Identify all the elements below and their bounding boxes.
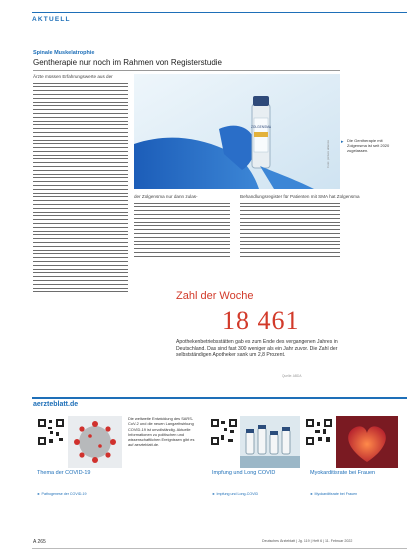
column-2-first-line: der Zolgensma nur dann zulas- bbox=[134, 194, 198, 199]
qr-code-icon[interactable] bbox=[210, 418, 238, 446]
footer-info: Deutsches Ärzteblatt | Jg. 119 | Heft 6 | 11. Februar 2022 bbox=[262, 539, 353, 543]
zahl-der-woche-number: 18 461 bbox=[222, 306, 300, 335]
article-column-1 bbox=[33, 74, 128, 379]
photo-caption: Die Gentherapie mit Zolgensma ist seit 2020 zugelassen. bbox=[347, 138, 390, 153]
zahl-der-woche-text: Apothekenbetriebsstätten gab es zum Ende des vergangenen Jahres in Deutschland. Das sind fast 300 weniger als ein Jahr zuvor. Die Zahl der selbstständigen Apotheker sank um 2,8 Prozent. bbox=[176, 339, 338, 359]
covid-blurb: Die weltweite Entwicklung des SARS-CoV-2 und die neuen Langzeitwirkung COVID-19 ist unvollständig. Aktuelle Informationen zu politischen und wissenschaftlichen Ereignissen gibt es auf aerzteblatt.de. bbox=[128, 416, 195, 448]
item-2-title[interactable]: Impfung und Long COVID bbox=[212, 470, 276, 476]
aerzteblatt-divider bbox=[32, 397, 407, 399]
zahl-der-woche-source: Quelle: ABDA bbox=[282, 374, 302, 378]
item-2-link[interactable]: ► Impfung und Long-COVID bbox=[212, 492, 259, 496]
article-column-3 bbox=[240, 194, 360, 284]
section-header bbox=[32, 12, 407, 22]
heart-image[interactable] bbox=[336, 416, 398, 468]
article-column-2 bbox=[134, 194, 230, 284]
vaccine-image[interactable] bbox=[240, 416, 300, 468]
item-3-link[interactable]: ► Myokarditisrate bei Frauen bbox=[310, 492, 358, 496]
page-number: A 265 bbox=[33, 539, 46, 545]
aerzteblatt-label[interactable]: aerzteblatt.de bbox=[33, 401, 79, 408]
zahl-der-woche-title: Zahl der Woche bbox=[176, 290, 254, 302]
item-1-title[interactable]: Thema der COVID-19 bbox=[37, 470, 91, 476]
item-3-title[interactable]: Myokarditisrate bei Frauen bbox=[310, 470, 376, 476]
covid-virus-image[interactable] bbox=[68, 416, 122, 468]
vial-label: ZOLGENSMA bbox=[250, 125, 272, 129]
article-headline: Gentherapie nur noch im Rahmen von Registerstudie bbox=[33, 58, 222, 67]
section-label: AKTUELL bbox=[32, 16, 71, 23]
headline-divider bbox=[33, 70, 340, 71]
column-1-first-line: Ärzte müssen Erfahrungswerte aus der bbox=[33, 74, 113, 79]
column-3-first-line: Behandlungsregister für Patienten mit SMA hat Zolgensma bbox=[240, 194, 360, 199]
article-kicker: Spinale Muskelatrophie bbox=[33, 50, 95, 56]
qr-code-icon[interactable] bbox=[305, 418, 333, 446]
photo-credit: Foto: picture alliance bbox=[326, 140, 330, 168]
caption-arrow-icon: ▸ bbox=[341, 139, 344, 145]
qr-code-icon[interactable] bbox=[37, 418, 65, 446]
item-1-link[interactable]: ► Pathogenese der COVID-19 bbox=[37, 492, 87, 496]
footer-divider bbox=[32, 548, 407, 549]
article-photo bbox=[134, 74, 340, 189]
